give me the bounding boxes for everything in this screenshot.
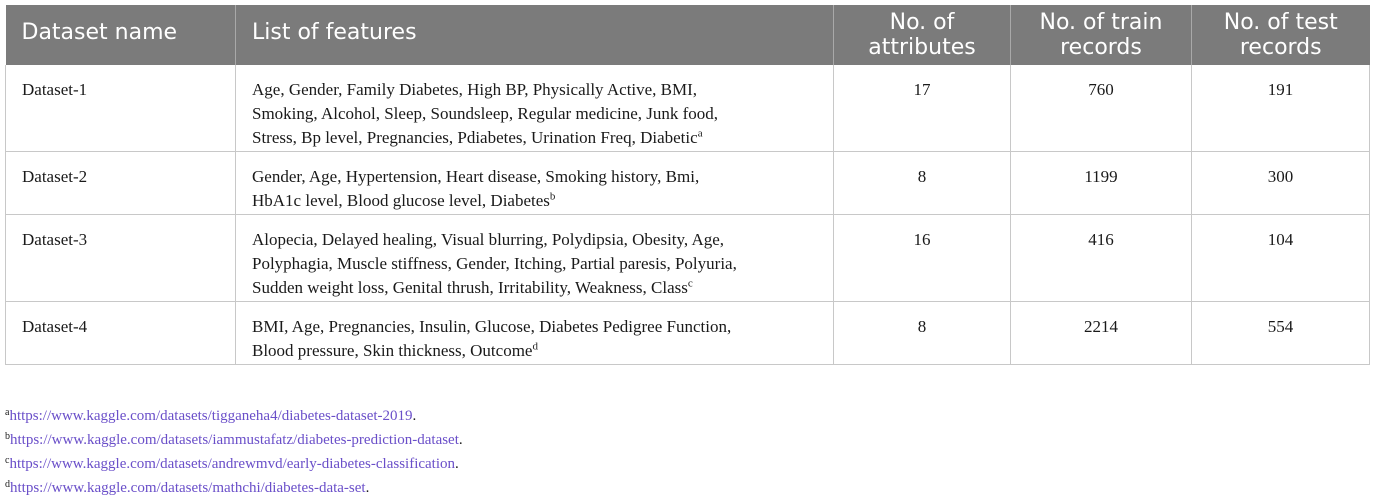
features-line-last: HbA1c level, Blood glucose level, Diabetes$^b$ [252, 190, 556, 210]
cell-attributes: 8 [834, 302, 1011, 365]
cell-attributes: 17 [834, 65, 1011, 152]
datasets-table-container [5, 5, 1369, 365]
footnote-link-c[interactable]: https://www.kaggle.com/datasets/andrewmvd/early-diabetes-classification [9, 456, 456, 472]
cell-attributes: 8 [834, 152, 1011, 215]
header-no-of-attributes [834, 5, 1011, 65]
cell-test-records: 554 [1192, 302, 1370, 365]
footnote-link-b[interactable]: https://www.kaggle.com/datasets/iammustafatz/diabetes-prediction-dataset [10, 432, 459, 448]
table-row [6, 215, 1370, 302]
table-row [6, 302, 1370, 365]
header-list-of-features: List of features [236, 5, 834, 65]
header-no-of-train-records [1011, 5, 1192, 65]
features-line: Polyphagia, Muscle stiffness, Gender, Itching, Partial paresis, Polyuria, [252, 254, 737, 273]
features-line-last: Sudden weight loss, Genital thrush, Irritability, Weakness, Class$^c$ [252, 277, 693, 297]
features-line: Alopecia, Delayed healing, Visual blurring, Polydipsia, Obesity, Age, [252, 230, 725, 249]
cell-test-records: 191 [1192, 65, 1370, 152]
features-line: Age, Gender, Family Diabetes, High BP, Physically Active, BMI, [252, 80, 698, 99]
cell-attributes: 16 [834, 215, 1011, 302]
footnote-marker: d [532, 340, 538, 353]
cell-test-records: 104 [1192, 215, 1370, 302]
header-test-line2: records [1239, 35, 1322, 60]
footnotes [5, 404, 463, 500]
cell-train-records: 1199 [1011, 152, 1192, 215]
cell-dataset-name: Dataset-1 [6, 65, 236, 152]
footnote-link-d[interactable]: https://www.kaggle.com/datasets/mathchi/diabetes-data-set [10, 480, 366, 496]
cell-train-records: 760 [1011, 65, 1192, 152]
cell-dataset-name: Dataset-3 [6, 215, 236, 302]
features-line: BMI, Age, Pregnancies, Insulin, Glucose, Diabetes Pedigree Function, [252, 317, 732, 336]
footnote-marker: a [697, 127, 703, 140]
header-no-of-test-records [1192, 5, 1370, 65]
header-attributes-line2: attributes [868, 35, 976, 60]
footnote-d: $^d$https://www.kaggle.com/datasets/mathchi/diabetes-data-set. [5, 479, 370, 496]
cell-dataset-name: Dataset-4 [6, 302, 236, 365]
cell-train-records: 2214 [1011, 302, 1192, 365]
table-row [6, 152, 1370, 215]
footnote-marker: b [549, 190, 556, 203]
footnote-c: $^c$https://www.kaggle.com/datasets/andrewmvd/early-diabetes-classification. [5, 455, 459, 472]
header-train-line1: No. of train [1039, 10, 1163, 35]
header-train-line2: records [1060, 35, 1142, 60]
header-attributes-line1: No. of [889, 10, 955, 35]
features-line: Gender, Age, Hypertension, Heart disease, Smoking history, Bmi, [252, 167, 700, 186]
cell-features [236, 302, 834, 365]
cell-features [236, 65, 834, 152]
footnote-b: $^b$https://www.kaggle.com/datasets/iammustafatz/diabetes-prediction-dataset. [5, 431, 463, 448]
cell-test-records: 300 [1192, 152, 1370, 215]
header-test-line1: No. of test [1223, 10, 1338, 35]
footnote-marker: c [687, 277, 693, 290]
footnote-link-a[interactable]: https://www.kaggle.com/datasets/tigganeha4/diabetes-dataset-2019 [9, 408, 413, 424]
table-row [6, 65, 1370, 152]
features-line: Smoking, Alcohol, Sleep, Soundsleep, Regular medicine, Junk food, [252, 104, 719, 123]
cell-features [236, 215, 834, 302]
cell-dataset-name: Dataset-2 [6, 152, 236, 215]
features-line-last: Blood pressure, Skin thickness, Outcome$^d$ [252, 340, 538, 360]
cell-train-records: 416 [1011, 215, 1192, 302]
cell-features [236, 152, 834, 215]
header-row [6, 5, 1370, 65]
footnote-a: $^a$https://www.kaggle.com/datasets/tigganeha4/diabetes-dataset-2019. [5, 407, 417, 424]
features-line-last: Stress, Bp level, Pregnancies, Pdiabetes, Urination Freq, Diabetic$^a$ [252, 127, 703, 147]
header-dataset-name: Dataset name [6, 5, 236, 65]
datasets-table [5, 5, 1370, 365]
